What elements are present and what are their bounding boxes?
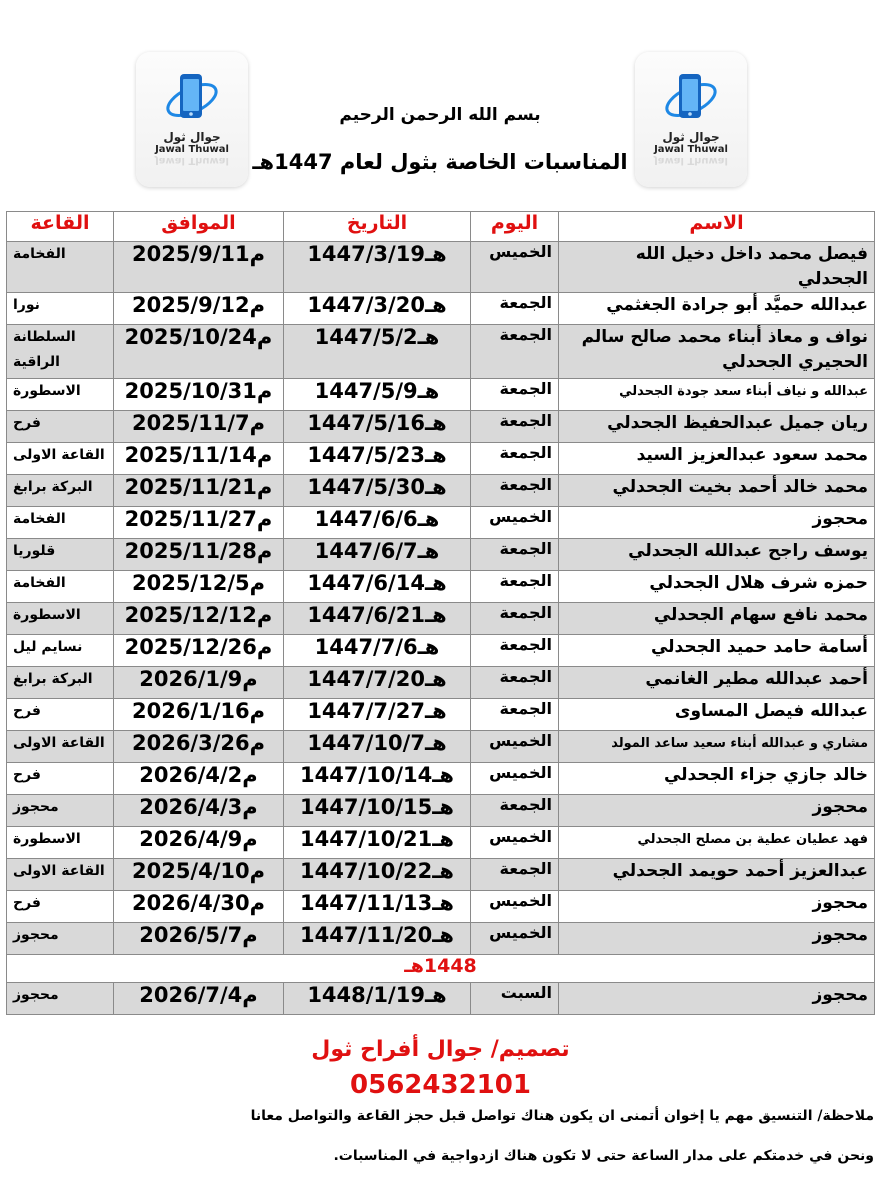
cell-hall: محجوز [7,795,114,827]
cell-hijri-date: 1448/1/19هـ [284,983,471,1015]
table-row [7,293,875,325]
cell-day: الجمعة [471,475,559,507]
cell-hall: قلوريا [7,539,114,571]
logo-arabic-text: جوال ثول [163,130,221,144]
cell-gregorian-date: 2025/12/5م [114,571,284,603]
cell-gregorian-date: 2026/7/4م [114,983,284,1015]
cell-name: أسامة حامد حميد الجحدلي [559,635,875,667]
table-row [7,983,875,1015]
logo-english-text: Jawal Thuwal [654,144,728,155]
cell-day: الخميس [471,827,559,859]
cell-gregorian-date: 2026/1/16م [114,699,284,731]
cell-hall: فرح [7,411,114,443]
cell-hijri-date: 1447/6/7هـ [284,539,471,571]
note-line-1: ملاحظة/ التنسيق مهم يا إخوان أتمنى ان يكون هناك تواصل قبل حجز القاعة والتواصل معانا [250,1108,874,1124]
table-row [7,411,875,443]
cell-day: الجمعة [471,443,559,475]
cell-gregorian-date: 2025/11/21م [114,475,284,507]
table-row [7,539,875,571]
cell-gregorian-date: 2026/3/26م [114,731,284,763]
cell-gregorian-date: 2026/1/9م [114,667,284,699]
cell-day: الجمعة [471,699,559,731]
table-row [7,603,875,635]
cell-hijri-date: 1447/6/14هـ [284,571,471,603]
col-header-name: الاسم [559,212,875,242]
cell-hall: الاسطورة [7,827,114,859]
cell-day: الخميس [471,242,559,293]
cell-hijri-date: 1447/11/20هـ [284,923,471,955]
cell-gregorian-date: 2025/12/12م [114,603,284,635]
cell-hall: الفخامة [7,571,114,603]
table-row [7,443,875,475]
cell-name: محجوز [559,795,875,827]
cell-day: الجمعة [471,293,559,325]
cell-day: الجمعة [471,539,559,571]
cell-hijri-date: 1447/7/6هـ [284,635,471,667]
table-row [7,923,875,955]
cell-name: عبدالعزيز أحمد حويمد الجحدلي [559,859,875,891]
cell-name: خالد جازي جزاء الجحدلي [559,763,875,795]
col-header-hall: القاعة [7,212,114,242]
phone-logo-icon [663,70,719,128]
cell-gregorian-date: 2026/5/7م [114,923,284,955]
cell-hijri-date: 1447/10/14هـ [284,763,471,795]
cell-hall: القاعة الاولى [7,859,114,891]
cell-hall: الاسطورة [7,603,114,635]
cell-name: فيصل محمد داخل دخيل الله الجحدلي [559,242,875,293]
cell-hijri-date: 1447/10/22هـ [284,859,471,891]
cell-hijri-date: 1447/5/30هـ [284,475,471,507]
table-row [7,763,875,795]
basmala: بسم الله الرحمن الرحيم [339,105,541,125]
logo-arabic-text: جوال ثول [662,130,720,144]
table-row [7,571,875,603]
cell-hall: الاسطورة [7,379,114,411]
year-divider: 1448هـ [7,955,875,983]
cell-hall: نورا [7,293,114,325]
logo-left [136,52,248,187]
cell-hall: فرح [7,763,114,795]
cell-hijri-date: 1447/5/23هـ [284,443,471,475]
logo-right [635,52,747,187]
cell-hijri-date: 1447/5/2هـ [284,325,471,379]
cell-day: الجمعة [471,603,559,635]
cell-name: عبدالله و نياف أبناء سعد جودة الجحدلي [559,379,875,411]
logo-reflection: Jawal Thuwal [654,155,728,166]
cell-name: ريان جميل عبدالحفيظ الجحدلي [559,411,875,443]
cell-day: الجمعة [471,667,559,699]
cell-gregorian-date: 2025/9/12م [114,293,284,325]
cell-hall: محجوز [7,923,114,955]
cell-name: عبدالله حميَّد أبو جرادة الجغثمي [559,293,875,325]
cell-hall: الفخامة [7,242,114,293]
cell-hall: فرح [7,699,114,731]
cell-hijri-date: 1447/10/15هـ [284,795,471,827]
cell-gregorian-date: 2025/10/31م [114,379,284,411]
cell-name: محجوز [559,507,875,539]
cell-name: محمد خالد أحمد بخيت الجحدلي [559,475,875,507]
cell-day: السبت [471,983,559,1015]
table-row [7,795,875,827]
cell-gregorian-date: 2026/4/3م [114,795,284,827]
cell-day: الخميس [471,923,559,955]
cell-name: محجوز [559,891,875,923]
cell-name: محمد سعود عبدالعزيز السيد [559,443,875,475]
cell-day: الجمعة [471,325,559,379]
cell-hall: نسايم ليل [7,635,114,667]
table-row [7,507,875,539]
cell-hijri-date: 1447/3/20هـ [284,293,471,325]
cell-gregorian-date: 2026/4/30م [114,891,284,923]
cell-hall: السلطانة الراقية [7,325,114,379]
cell-gregorian-date: 2025/11/28م [114,539,284,571]
cell-day: الجمعة [471,635,559,667]
cell-hall: البركة برابغ [7,667,114,699]
designer-credit: تصميم/ جوال أفراح ثول [311,1037,570,1062]
cell-day: الخميس [471,763,559,795]
logo-reflection: Jawal Thuwal [155,155,229,166]
cell-day: الجمعة [471,571,559,603]
cell-name: يوسف راجح عبدالله الجحدلي [559,539,875,571]
cell-hall: البركة برابغ [7,475,114,507]
cell-gregorian-date: 2025/11/14م [114,443,284,475]
cell-hijri-date: 1447/7/20هـ [284,667,471,699]
table-row [7,827,875,859]
col-header-day: اليوم [471,212,559,242]
logo-english-text: Jawal Thuwal [155,144,229,155]
table-row [7,859,875,891]
table-row [7,635,875,667]
table-row [7,325,875,379]
cell-hijri-date: 1447/3/19هـ [284,242,471,293]
note-line-2: ونحن في خدمتكم على مدار الساعة حتى لا تكون هناك ازدواجية في المناسبات. [333,1148,874,1164]
table-row [7,699,875,731]
cell-name: محجوز [559,923,875,955]
cell-gregorian-date: 2025/11/7م [114,411,284,443]
cell-gregorian-date: 2025/10/24م [114,325,284,379]
cell-gregorian-date: 2025/4/10م [114,859,284,891]
schedule-table [6,211,875,1015]
cell-day: الخميس [471,891,559,923]
table-row [7,379,875,411]
cell-hall: محجوز [7,983,114,1015]
cell-hijri-date: 1447/10/21هـ [284,827,471,859]
table-row [7,242,875,293]
table-row [7,475,875,507]
table-row [7,731,875,763]
page-title: المناسبات الخاصة بثول لعام 1447هـ [252,150,628,174]
cell-gregorian-date: 2025/11/27م [114,507,284,539]
year-divider-row [7,955,875,983]
cell-hall: القاعة الاولى [7,443,114,475]
cell-name: محجوز [559,983,875,1015]
cell-name: محمد نافع سهام الجحدلي [559,603,875,635]
cell-hijri-date: 1447/5/16هـ [284,411,471,443]
cell-name: مشاري و عبدالله أبناء سعيد ساعد المولد [559,731,875,763]
cell-hijri-date: 1447/7/27هـ [284,699,471,731]
cell-hijri-date: 1447/6/21هـ [284,603,471,635]
table-header-row [7,212,875,242]
cell-name: حمزه شرف هلال الجحدلي [559,571,875,603]
cell-day: الجمعة [471,379,559,411]
cell-day: الجمعة [471,859,559,891]
table-row [7,667,875,699]
cell-hijri-date: 1447/6/6هـ [284,507,471,539]
cell-day: الخميس [471,731,559,763]
phone-logo-icon [164,70,220,128]
cell-name: نواف و معاذ أبناء محمد صالح سالم الحجيري الجحدلي [559,325,875,379]
cell-gregorian-date: 2026/4/9م [114,827,284,859]
col-header-gregorian: الموافق [114,212,284,242]
cell-hijri-date: 1447/10/7هـ [284,731,471,763]
cell-day: الخميس [471,507,559,539]
cell-hijri-date: 1447/11/13هـ [284,891,471,923]
cell-name: أحمد عبدالله مطير الغانمي [559,667,875,699]
cell-gregorian-date: 2025/12/26م [114,635,284,667]
cell-day: الجمعة [471,411,559,443]
cell-gregorian-date: 2026/4/2م [114,763,284,795]
cell-hall: فرح [7,891,114,923]
cell-hijri-date: 1447/5/9هـ [284,379,471,411]
cell-hall: القاعة الاولى [7,731,114,763]
col-header-hijri: التاريخ [284,212,471,242]
cell-gregorian-date: 2025/9/11م [114,242,284,293]
cell-name: فهد عطيان عطية بن مصلح الجحدلي [559,827,875,859]
cell-name: عبدالله فيصل المساوى [559,699,875,731]
cell-hall: الفخامة [7,507,114,539]
contact-phone: 0562432101 [350,1070,531,1100]
cell-day: الجمعة [471,795,559,827]
table-row [7,891,875,923]
